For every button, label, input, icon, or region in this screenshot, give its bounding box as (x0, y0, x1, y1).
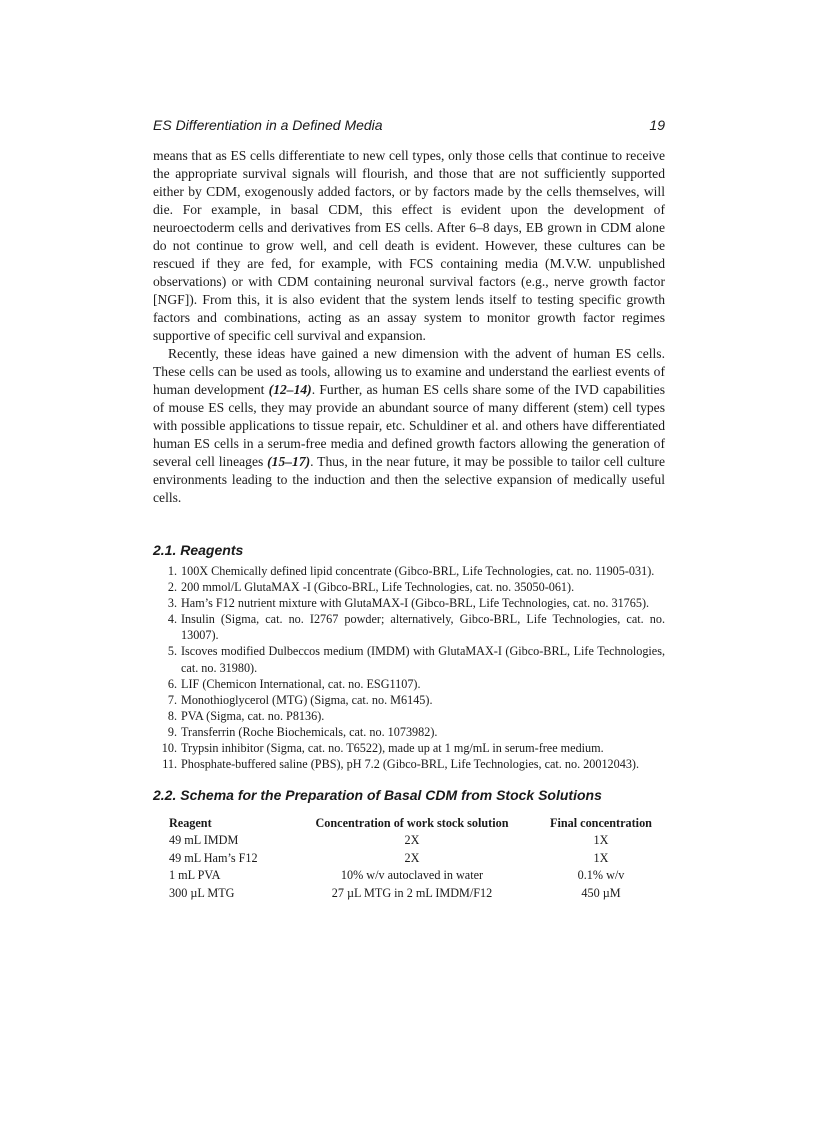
list-item (153, 676, 665, 692)
list-item (153, 563, 665, 579)
table-cell: 450 µM (581, 885, 621, 900)
list-item-text: Ham’s F12 nutrient mixture with GlutaMAX-I (Gibco-BRL, Life Technologies, cat. no. 31765). (181, 596, 650, 611)
reagents-heading: 2.1. Reagents (153, 542, 244, 558)
table-row (169, 867, 665, 885)
table-cell: 49 mL IMDM (169, 833, 239, 848)
schema-table-header-row (169, 814, 665, 832)
paragraph-2-part-a: Recently, these ideas have gained a new dimension with the advent of human ES cells. These cells can be used as tools, allowing us to examine and understand the earliest events of human development (153, 346, 665, 397)
page-number: 19 (649, 117, 665, 133)
citation-15-17[interactable]: (15–17) (267, 454, 311, 469)
list-item-number: 2. (167, 580, 177, 595)
list-item-number: 7. (167, 692, 177, 707)
list-item (153, 740, 665, 756)
list-item (153, 595, 665, 611)
list-item (153, 579, 665, 595)
page (153, 116, 665, 902)
table-cell: 1X (593, 833, 609, 848)
list-item (153, 692, 665, 708)
list-item-number: 10. (161, 741, 177, 756)
table-cell: 300 µL MTG (169, 885, 235, 900)
paragraph-2-part-c: . Thus, in the near future, it may be possible to tailor cell culture environments leading to the induction and then the selective expansion of medically useful cells. (153, 454, 665, 505)
list-item-text: LIF (Chemicon International, cat. no. ESG1107). (181, 676, 421, 691)
paragraph-1: means that as ES cells differentiate to new cell types, only those cells that continue to receive the appropriate survival signals will flourish, and those that are not sufficiently supported either by CDM, exogenously added factors, or by factors made by the cells themselves, will die. For example, in basal CDM, this effect is evident upon the development of neuroectoderm cells and derivatives from ES cells. After 6–8 days, EB grown in CDM alone do not continue to grow well, and cell death is evident. However, these cultures can be rescued if they are fed, for example, with FCS containing media (M.V.W. unpublished observations) or with CDM containing neuronal survival factors (e.g., nerve growth factor [NGF]). From this, it is also evident that the system lends itself to testing specific growth factors and combinations, acting as an assay system to monitor growth factor regimes supportive of specific cell survival and expansion. (153, 148, 665, 343)
table-cell: 1 mL PVA (169, 868, 221, 883)
list-item-number: 4. (167, 612, 177, 627)
list-item (153, 708, 665, 724)
table-row (169, 850, 665, 868)
list-item (153, 756, 665, 772)
table-cell: 10% w/v autoclaved in water (340, 868, 484, 883)
list-item-text: 100X Chemically defined lipid concentrate (Gibco-BRL, Life Technologies, cat. no. 11905-031). (181, 564, 655, 578)
list-item-text: Iscoves modified Dulbeccos medium (IMDM) with GlutaMAX-I (Gibco-BRL, Life Technologies, cat. no. 31980). (181, 644, 665, 675)
reagent-list (153, 563, 665, 772)
list-item (153, 643, 665, 675)
column-header-work-stock: Concentration of work stock solution (315, 816, 509, 831)
schema-table (169, 814, 665, 902)
list-item-number: 8. (167, 708, 177, 723)
list-item-text: Transferrin (Roche Biochemicals, cat. no. 1073982). (181, 724, 438, 739)
list-item-number: 3. (167, 596, 177, 611)
table-row (169, 885, 665, 903)
citation-12-14[interactable]: (12–14) (268, 382, 312, 397)
list-item-text: Monothioglycerol (MTG) (Sigma, cat. no. M6145). (181, 692, 433, 707)
schema-heading: 2.2. Schema for the Preparation of Basal CDM from Stock Solutions (153, 787, 602, 804)
list-item-number: 5. (167, 644, 177, 659)
table-cell: 0.1% w/v (577, 868, 625, 883)
table-cell: 2X (404, 833, 420, 848)
paragraph-2-part-b: . Further, as human ES cells share some of the IVD capabilities of mouse ES cells, they may provide an abundant source of many different (stem) cell types with possible applications to tissue repair, etc. Schuldiner et al. and others have differentiated human ES cells in a serum-free media and defined growth factors allowing the generation of several cell lineages (153, 382, 665, 469)
list-item-text: 200 mmol/L GlutaMAX -I (Gibco-BRL, Life Technologies, cat. no. 35050-061). (181, 580, 575, 595)
table-cell: 1X (593, 850, 609, 865)
running-head (153, 116, 665, 134)
list-item-text: Insulin (Sigma, cat. no. I2767 powder; alternatively, Gibco-BRL, Life Technologies, cat. no. 13007). (181, 612, 665, 643)
table-cell: 2X (404, 850, 420, 865)
list-item-number: 9. (167, 724, 177, 739)
list-item (153, 611, 665, 643)
body-text (153, 147, 665, 507)
table-cell: 49 mL Ham’s F12 (169, 850, 258, 865)
list-item-text: PVA (Sigma, cat. no. P8136). (181, 708, 325, 723)
list-item-text: Trypsin inhibitor (Sigma, cat. no. T6522), made up at 1 mg/mL in serum-free medium. (181, 741, 604, 756)
list-item-number: 1. (167, 564, 177, 578)
table-cell: 27 µL MTG in 2 mL IMDM/F12 (331, 885, 493, 900)
list-item (153, 724, 665, 740)
list-item-number: 6. (167, 676, 177, 691)
column-header-reagent: Reagent (169, 816, 212, 831)
column-header-final-concentration: Final concentration (550, 816, 652, 831)
paragraph-2 (153, 345, 665, 507)
running-title: ES Differentiation in a Defined Media (153, 117, 383, 133)
list-item-number: 11. (162, 757, 177, 772)
list-item-text: Phosphate-buffered saline (PBS), pH 7.2 (Gibco-BRL, Life Technologies, cat. no. 20012043). (181, 757, 640, 772)
table-row (169, 832, 665, 850)
